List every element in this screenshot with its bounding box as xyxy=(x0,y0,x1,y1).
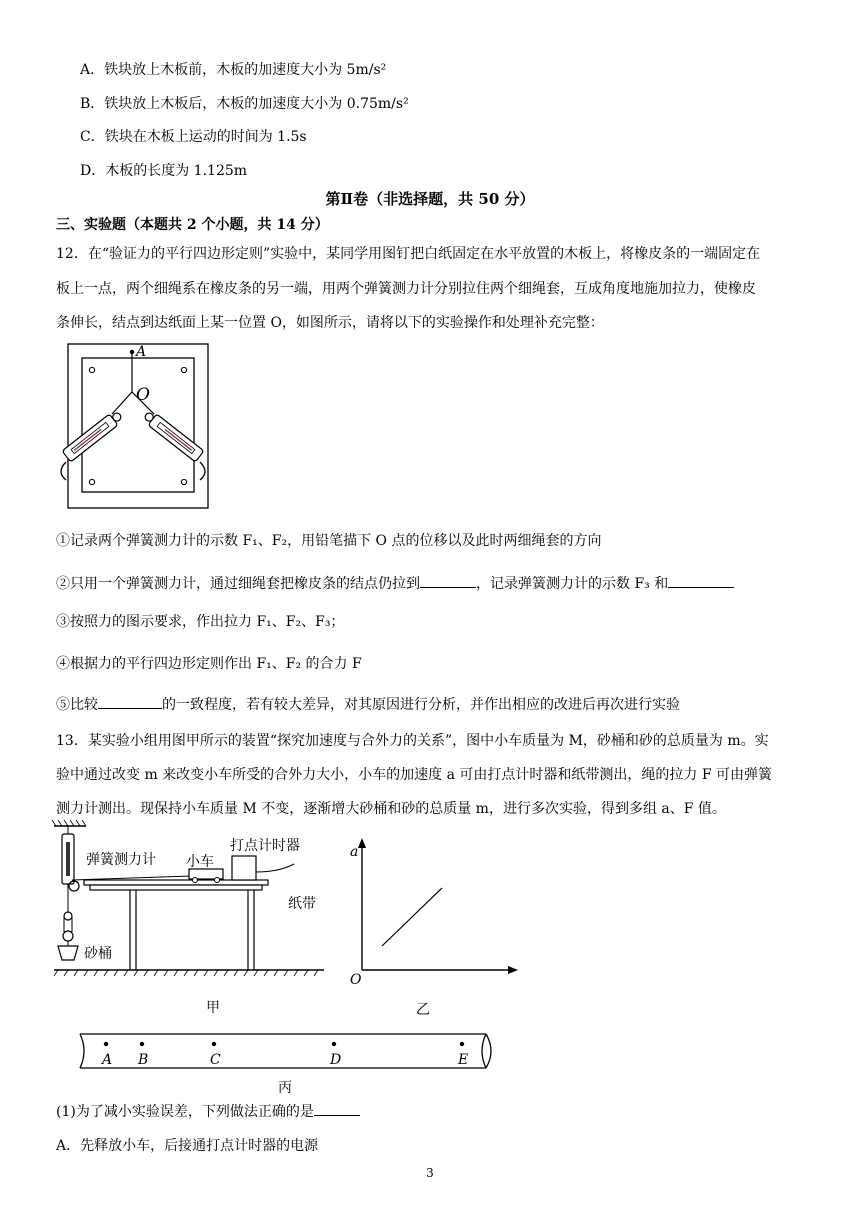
tape-dot-c xyxy=(212,1042,216,1046)
caption-bing: 丙 xyxy=(278,1080,292,1096)
label-timer: 打点计时器 xyxy=(230,838,300,854)
q12-step3: ③按照力的图示要求，作出拉力 F₁、F₂、F₃； xyxy=(56,614,345,630)
tape-dot-b xyxy=(140,1042,144,1046)
q12-step5 xyxy=(56,694,680,715)
label-spring-scale: 弹簧测力计 xyxy=(86,852,156,868)
step5-text-b: 的一致程度，若有较大差异，对其原因进行分析，并作出相应的改进后再次进行实验 xyxy=(162,697,680,713)
q13-sub1 xyxy=(56,1101,360,1122)
label-bucket: 砂桶 xyxy=(84,946,112,962)
caption-yi: 乙 xyxy=(416,1002,430,1018)
fig-label-a: A xyxy=(136,344,147,360)
fig-label-o: O xyxy=(136,385,150,405)
page-number: 3 xyxy=(426,1166,434,1180)
q13-sub1-option-a: A．先释放小车，后接通打点计时器的电源 xyxy=(56,1138,319,1154)
q12-line2: 板上一点，两个细绳系在橡皮条的另一端，用两个弹簧测力计分别拉住两个细绳套，互成角度地施加拉力，使橡皮 xyxy=(56,281,756,297)
label-tape: 纸带 xyxy=(288,896,316,912)
tape-label-e: E xyxy=(458,1052,469,1068)
part-title: 三、实验题（本题共 2 个小题，共 14 分） xyxy=(56,217,329,233)
sub1-text: (1)为了减小实验误差，下列做法正确的是 xyxy=(56,1104,314,1120)
axis-label-a: a xyxy=(350,844,359,860)
q12-figure xyxy=(54,342,214,512)
section-title: 第Ⅱ卷（非选择题，共 50 分） xyxy=(325,190,535,208)
step2-text-b: ，记录弹簧测力计的示数 F₃ 和 xyxy=(476,576,669,592)
q12-line1: 12．在“验证力的平行四边形定则”实验中，某同学用图钉把白纸固定在水平放置的木板上，将橡皮条的一端固定在 xyxy=(56,246,761,262)
q12-step1: ①记录两个弹簧测力计的示数 F₁、F₂，用铅笔描下 O 点的位移以及此时两细绳套的方向 xyxy=(56,533,602,549)
tape-label-c: C xyxy=(210,1052,221,1068)
tape-dot-a xyxy=(104,1042,108,1046)
figure-jia xyxy=(44,820,344,1020)
answer-blank-2[interactable] xyxy=(668,573,734,588)
tape-label-a: A xyxy=(102,1052,113,1068)
answer-blank-1[interactable] xyxy=(420,573,476,588)
q13-line3: 测力计测出。现保持小车质量 M 不变，逐渐增大砂桶和砂的总质量 m，进行多次实验，得到多组 a、F 值。 xyxy=(56,801,726,817)
axis-origin: O xyxy=(350,972,362,988)
option-a: A．铁块放上木板前，木板的加速度大小为 5m/s² xyxy=(80,62,387,78)
figure-bing-tape xyxy=(78,1030,498,1100)
step5-text-a: ⑤比较 xyxy=(56,697,98,713)
q13-line2: 验中通过改变 m 来改变小车所受的合外力大小，小车的加速度 a 可由打点计时器和纸带测出，绳的拉力 F 可由弹簧 xyxy=(56,767,773,783)
figure-yi xyxy=(348,836,518,1020)
option-b: B．铁块放上木板后，木板的加速度大小为 0.75m/s² xyxy=(80,96,409,112)
caption-jia: 甲 xyxy=(206,1000,220,1016)
tape-dot-e xyxy=(460,1042,464,1046)
option-d: D．木板的长度为 1.125m xyxy=(80,163,248,179)
q13-line1: 13．某实验小组用图甲所示的装置“探究加速度与合外力的关系”，图中小车质量为 M，砂桶和砂的总质量为 m。实 xyxy=(56,733,769,749)
q12-step2 xyxy=(56,573,734,594)
option-c: C．铁块在木板上运动的时间为 1.5s xyxy=(80,129,307,145)
q12-line3: 条伸长，结点到达纸面上某一位置 O，如图所示，请将以下的实验操作和处理补充完整： xyxy=(56,315,604,331)
answer-blank-4[interactable] xyxy=(314,1101,360,1116)
label-car: 小车 xyxy=(186,854,214,870)
q12-step4: ④根据力的平行四边形定则作出 F₁、F₂ 的合力 F xyxy=(56,656,362,672)
step2-text-a: ②只用一个弹簧测力计，通过细绳套把橡皮条的结点仍拉到 xyxy=(56,576,420,592)
answer-blank-3[interactable] xyxy=(98,694,162,709)
tape-dot-d xyxy=(332,1042,336,1046)
tape-label-b: B xyxy=(138,1052,149,1068)
tape-label-d: D xyxy=(330,1052,342,1068)
